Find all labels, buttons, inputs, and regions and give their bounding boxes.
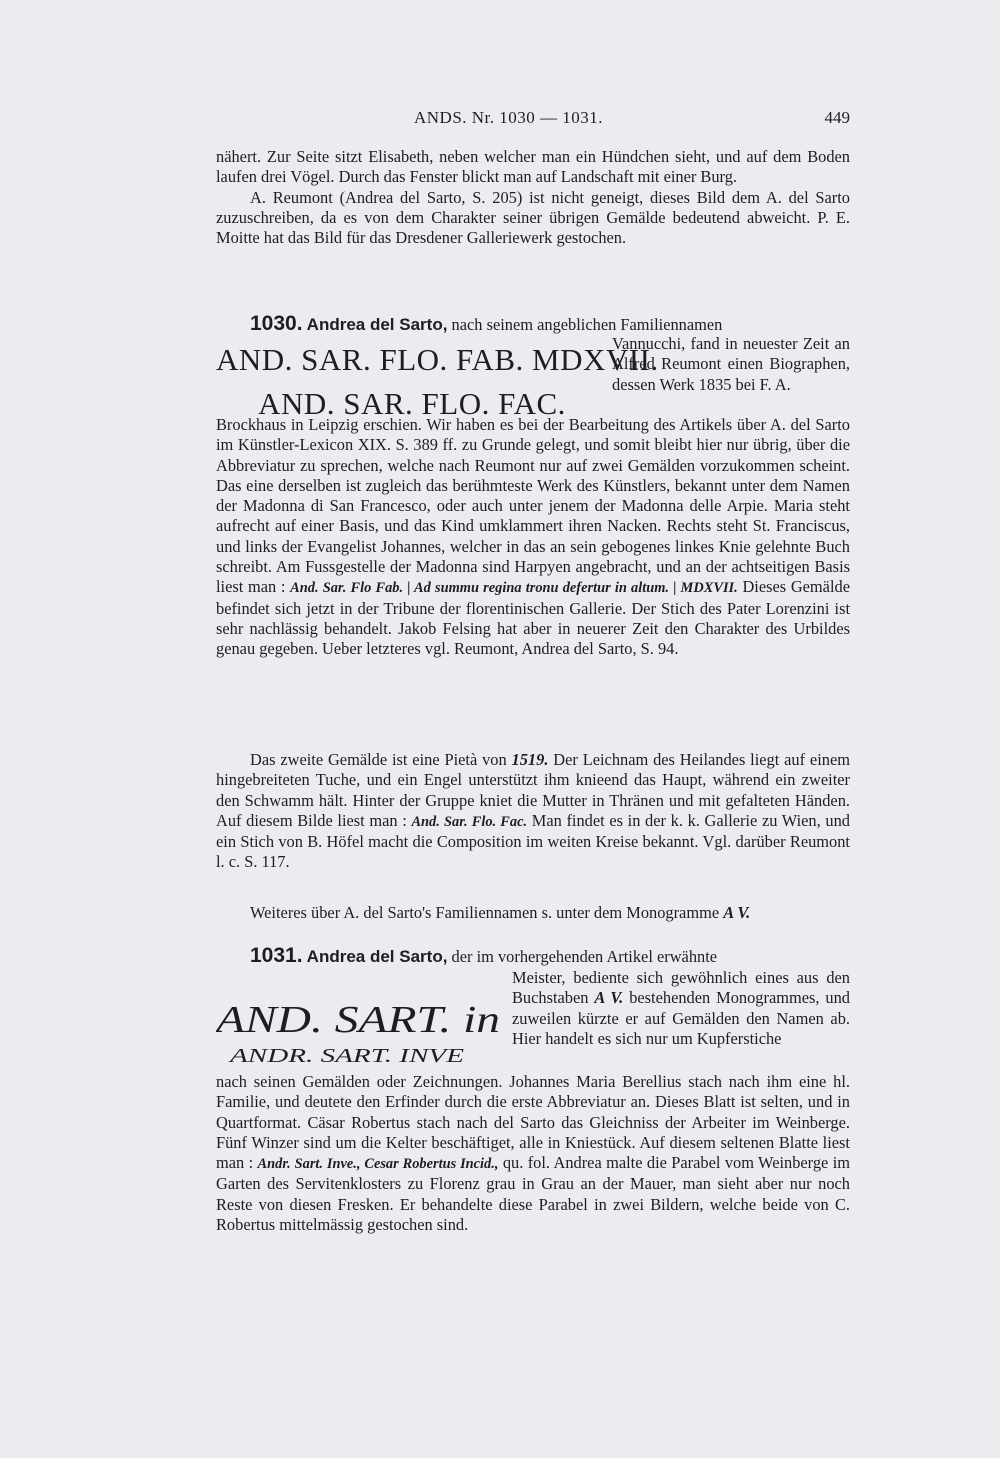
paragraph: Das zweite Gemälde ist eine Pietà von — [250, 750, 507, 769]
entry-heading-1030 — [216, 314, 850, 335]
entry-body-1031 — [216, 1072, 850, 1235]
inscription: And. Sar. Flo. Fac. — [411, 813, 528, 830]
paragraph: A. Reumont (Andrea del Sarto, S. 205) ist nicht geneigt, dieses Bild dem A. del Sarto zuzuschreiben, da es von dem Charakter seiner übrigen Gemälde bedeutend abweicht. P. E. Moitte hat das Bild für das Dresdener Galleriewerk gestochen. — [216, 187, 850, 248]
paragraph: Dieses Gemälde befindet sich jetzt in der Tribune der florentinischen Gallerie. Der Stich des Pater Lorenzini ist sehr nachlässig behandelt. Jakob Felsing hat aber in neuerer Zeit den Charakter des Urbildes genau gegeben. Ueber letzteres vgl. Reumont, Andrea del Sarto, S. 94. — [216, 577, 850, 659]
paragraph: Meister, bediente sich gewöhnlich eines aus den Buchstaben — [512, 968, 850, 1008]
monogram-ref: A V. — [594, 988, 624, 1008]
side-text-1031 — [512, 968, 850, 1049]
monogram-1030 — [216, 338, 659, 426]
paragraph: nach seinen Gemälden oder Zeichnungen. Johannes Maria Berellius stach nach ihm eine hl. Familie, und deutete den Erfinder durch die erste Abbreviatur an. Dieses Blatt ist selten, und in Quartformat. Cäsar Robertus stach nach del Sarto das Gleichniss der Arbeiter im Weinberge. Fünf Winzer sind um die Kelter beschäftiget, alle in Kniestück. Auf diesem seltenen Blatte liest man : — [216, 1072, 850, 1173]
paragraph: nähert. Zur Seite sitzt Elisabeth, neben welcher man ein Hündchen sieht, und auf dem Boden laufen drei Vögel. Durch das Fenster blickt man auf Landschaft mit einer Burg. — [216, 147, 850, 187]
artist-name: Andrea del Sarto, — [306, 947, 448, 966]
continuation-text — [216, 147, 850, 248]
page-number: 449 — [824, 108, 850, 127]
paragraph: Der Leichnam des Heilandes liegt auf einem hingebreiteten Tuche, und ein Engel unterstützt ihm knieend das Haupt, während ein zweiter den Schwamm hält. Hinter der Gruppe kniet die Mutter in Thränen und mit gefalteten Händen. Auf diesem Bilde liest man : — [216, 750, 850, 830]
monogram-line: AND. SAR. FLO. FAB. MDXVII. — [216, 342, 659, 377]
heading-text: der im vorhergehenden Artikel erwähnte — [451, 947, 718, 966]
paragraph: bestehenden Monogrammes, und zuweilen kürzte er auf Gemälden den Namen ab. Hier handelt es sich nur um Kupferstiche — [512, 988, 850, 1048]
side-text-1030: Vannucchi, fand in neuester Zeit an Alfred Reumont einen Biographen, dessen Werk 1835 bei F. A. — [612, 334, 850, 394]
heading-text: nach seinem angeblichen Familiennamen — [451, 315, 723, 334]
monogram-line: AND. SART. in — [216, 999, 501, 1041]
inscription: And. Sar. Flo Fab. | Ad summu regina tronu defertur in altum. | MDXVII. — [290, 580, 738, 597]
paragraph: Weiteres über A. del Sarto's Familiennamen s. unter dem Monogramme — [250, 903, 720, 922]
monogram-line: ANDR. SART. INVE — [227, 1045, 464, 1067]
monogram-ref: A V. — [723, 903, 751, 922]
year: 1519. — [511, 750, 549, 769]
paragraph: qu. fol. Andrea malte die Parabel vom Weinberge im Garten des Servitenklosters zu Florenz grau in Grau an der Mauer, man sieht aber nur noch Reste von diesen Fresken. Er behandelte diese Parabel in zwei Bildern, welche beide von C. Robertus mittelmässig gestochen sind. — [216, 1153, 850, 1235]
entry-number: 1031. — [250, 944, 303, 967]
entry-note-1030 — [216, 903, 850, 923]
paragraph: Man findet es in der k. k. Gallerie zu Wien, und ein Stich von B. Höfel macht die Composition im weiten Kreise bekannt. Vgl. darüber Reumont l. c. S. 117. — [216, 810, 850, 872]
running-header — [414, 108, 850, 132]
monogram-line: AND. SAR. FLO. FAC. — [258, 386, 566, 421]
paragraph: Brockhaus in Leipzig erschien. Wir haben es bei der Bearbeitung des Artikels über A. del Sarto im Künstler-Lexicon XIX. S. 389 ff. zu Grunde gelegt, und somit bleibt hier nur übrig, über die Abbreviatur zu sprechen, welche nach Reumont nur auf zwei Gemälden vorzukommen scheint. Das eine derselben ist zugleich das berühmteste Werk des Künstlers, bekannt unter dem Namen der Madonna di San Francesco, oder auch unter jenem der Madonna delle Arpie. Maria steht aufrecht auf einer Basis, und das Kind umklammert ihren Nacken. Rechts steht St. Franciscus, und links der Evangelist Johannes, welcher in das an sein gebogenes linkes Knie gelehnte Buch schreibt. Am Fussgestelle der Madonna sind Harpyen angebracht, und an der achtseitigen Basis liest man : — [216, 415, 850, 597]
entry-number: 1030. — [250, 312, 303, 335]
monogram-1031 — [216, 970, 508, 1068]
running-title: ANDS. Nr. 1030 — 1031. — [414, 108, 604, 127]
inscription: Andr. Sart. Inve., Cesar Robertus Incid., — [257, 1156, 499, 1173]
artist-name: Andrea del Sarto, — [306, 315, 448, 334]
entry-body-1030-second — [216, 750, 850, 873]
entry-body-1030 — [216, 415, 850, 660]
entry-heading-1031 — [216, 946, 850, 967]
monogram-drawing — [216, 970, 508, 1068]
